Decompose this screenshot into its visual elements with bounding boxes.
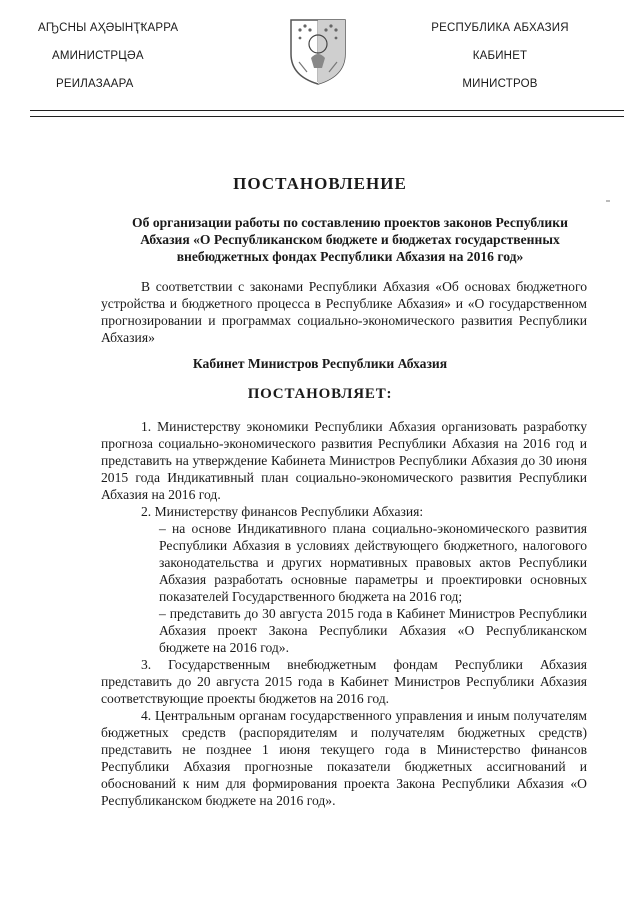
- document-body: [101, 418, 587, 809]
- header-right: [420, 22, 580, 106]
- header-right-line-3: МИНИСТРОВ: [462, 78, 538, 90]
- resolves-heading: ПОСТАНОВЛЯЕТ:: [247, 386, 393, 402]
- issuing-body: Кабинет Министров Республики Абхазия: [192, 356, 448, 371]
- header-left-line-2: АМИНИСТРЦӘА: [52, 50, 144, 62]
- header-right-line-1: РЕСПУБЛИКА АБХАЗИЯ: [431, 22, 569, 34]
- document-title: ПОСТАНОВЛЕНИЕ: [233, 174, 407, 193]
- header-left-line-1: АҦСНЫ АҲӘЫНҬҞАРРА: [38, 22, 179, 34]
- header-right-line-2: КАБИНЕТ: [472, 50, 528, 62]
- header-left: [38, 22, 178, 106]
- header-divider-thick: [30, 110, 624, 111]
- header-divider-thin: [30, 116, 624, 117]
- item-2-sub-2: – представить до 30 августа 2015 года в Кабинет Министров Республики Абхазия проект Закона Республики Абхазия «О Республиканском бюджете на 2016 год».: [159, 606, 587, 655]
- header-left-line-3: РЕИЛАЗААРА: [56, 78, 134, 90]
- preamble: В соответствии с законами Республики Абхазия «Об основах бюджетного устройства и бюджетного процесса в Республике Абхазия» и «О государственном прогнозировании и программах социально-экономического развития Республики Абхазия»: [101, 279, 587, 345]
- document-subject: Об организации работы по составлению проектов законов Республики Абхазия «О Республиканском бюджете и бюджетах государственных внебюджетных фондах Республики Абхазия на 2016 год»: [132, 215, 568, 264]
- item-3: 3. Государственным внебюджетным фондам Республики Абхазия представить до 20 августа 2015 года в Кабинет Министров Республики Абхазия соответствующие проекты бюджетов на 2016 год.: [101, 657, 587, 706]
- item-1: 1. Министерству экономики Республики Абхазия организовать разработку прогноза социально-экономического развития Республики Абхазия на 2016 год и представить на утверждение Кабинета Министров Республики Абхазия до 30 июня 2015 года Индикативный план социально-экономического развития Республики Абхазия на 2016 год.: [101, 419, 587, 502]
- item-2-sub-1: – на основе Индикативного плана социально-экономического развития Республики Абхазия в условиях действующего бюджетного, налогового законодательства и других нормативных правовых актов Республики Абхазия разработать основные параметры и проектировки основных показателей Государственного бюджета на 2016 год;: [159, 521, 587, 604]
- scan-speck: [606, 200, 610, 202]
- coat-of-arms-icon: [285, 14, 351, 86]
- item-4: 4. Центральным органам государственного управления и иным получателям бюджетных средств (распорядителям и получателям бюджетных средств) представить не позднее 1 июня текущего года в Министерство финансов Республики Абхазия прогнозные показатели бюджетных ассигнований и обоснований к ним для формирования проекта Закона Республики Абхазия «О Республиканском бюджете на 2016 год».: [101, 708, 587, 808]
- item-2: 2. Министерству финансов Республики Абхазия:: [141, 504, 424, 519]
